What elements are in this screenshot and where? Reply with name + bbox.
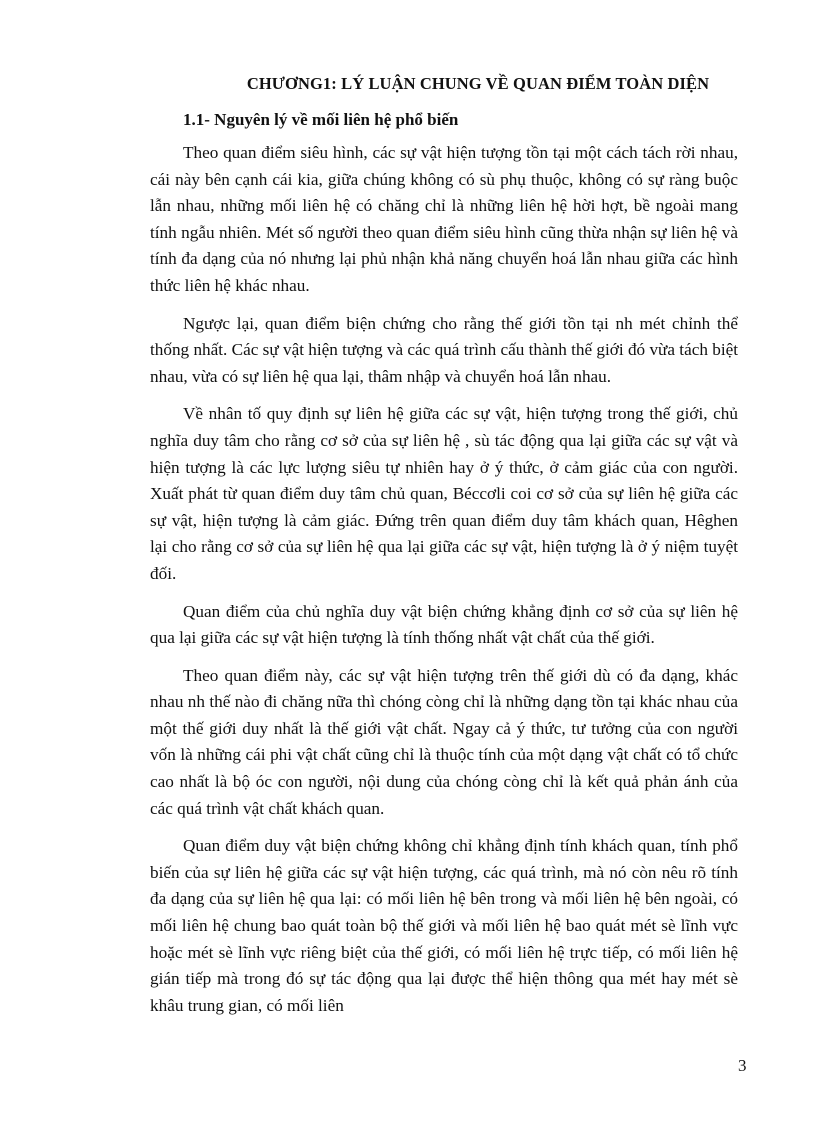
paragraph: Theo quan điểm siêu hình, các sự vật hiện tượng tồn tại một cách tách rời nhau, cái này bên cạnh cái kia, giữa chúng không có sù phụ thuộc, không có sự ràng buộc lẫn nhau, những mối liên hệ có chăng chỉ là những liên hệ hời hợt, bề ngoài mang tính ngẫu nhiên. Mét số người theo quan điểm siêu hình cũng thừa nhận sự liên hệ và tính đa dạng của nó nhưng lại phủ nhận khả năng chuyển hoá lẫn nhau giữa các hình thức liên hệ khác nhau.	[150, 143, 738, 295]
paragraph: Quan điểm của chủ nghĩa duy vật biện chứng khẳng định cơ sở của sự liên hệ qua lại giữa các sự vật hiện tượng là tính thống nhất vật chất của thế giới.	[150, 601, 738, 648]
paragraph: Theo quan điểm này, các sự vật hiện tượng trên thế giới dù có đa dạng, khác nhau nh thế nào đi chăng nữa thì chóng còng chỉ là những dạng tồn tại khác nhau của một thế giới duy nhất là thế giới vật chất. Ngay cả ý thức, tư tưởng của con người vốn là những cái phi vật chất cũng chỉ là thuộc tính của một dạng vật chất có tổ chức cao nhất là bộ óc con người, nội dung của chóng còng chỉ là kết quả phản ánh của các quá trình vật chất khách quan.	[150, 665, 738, 818]
paragraph: Ngược lại, quan điểm biện chứng cho rằng thế giới tồn tại nh mét chỉnh thể thống nhất. Các sự vật hiện tượng và các quá trình cấu thành thế giới đó vừa tách biệt nhau, vừa có sự liên hệ qua lại, thâm nhập và chuyển hoá lẫn nhau.	[150, 313, 738, 386]
page-number: 3	[738, 1056, 747, 1075]
body-text	[150, 140, 738, 1030]
chapter-title: CHƯƠNG1: LÝ LUẬN CHUNG VỀ QUAN ĐIỂM TOÀN DIỆN	[246, 74, 710, 93]
paragraph: Về nhân tố quy định sự liên hệ giữa các sự vật, hiện tượng trong thế giới, chủ nghĩa duy tâm cho rằng cơ sở của sự liên hệ , sù tác động qua lại giữa các sự vật và hiện tượng là các lực lượng siêu tự nhiên hay ở ý thức, ở cảm giác của con người. Xuất phát từ quan điểm duy tâm chủ quan, Béccơli coi cơ sở của sự liên hệ giữa các sự vật, hiện tượng là cảm giác. Đứng trên quan điểm duy tâm khách quan, Hêghen lại cho rằng cơ sở của sự liên hệ qua lại giữa các sự vật, hiện tượng là ở ý niệm tuyệt đối.	[150, 404, 738, 583]
paragraph: Quan điểm duy vật biện chứng không chỉ khẳng định tính khách quan, tính phổ biến của sự liên hệ giữa các sự vật hiện tượng, các quá trình, mà nó còn nêu rõ tính đa dạng của sự liên hệ qua lại: có mối liên hệ bên trong và mối liên hệ bên ngoài, có mối liên hệ chung bao quát toàn bộ thế giới và mối liên hệ bao quát mét sè lĩnh vực hoặc mét sè lĩnh vực riêng biệt của thế giới, có mối liên hệ trực tiếp, có mối liên hệ gián tiếp mà trong đó sự tác động qua lại được thể hiện thông qua mét hay mét sè khâu trung gian, có mối liên	[150, 836, 738, 1015]
section-heading: 1.1- Nguyên lý về mối liên hệ phổ biến	[183, 110, 459, 129]
